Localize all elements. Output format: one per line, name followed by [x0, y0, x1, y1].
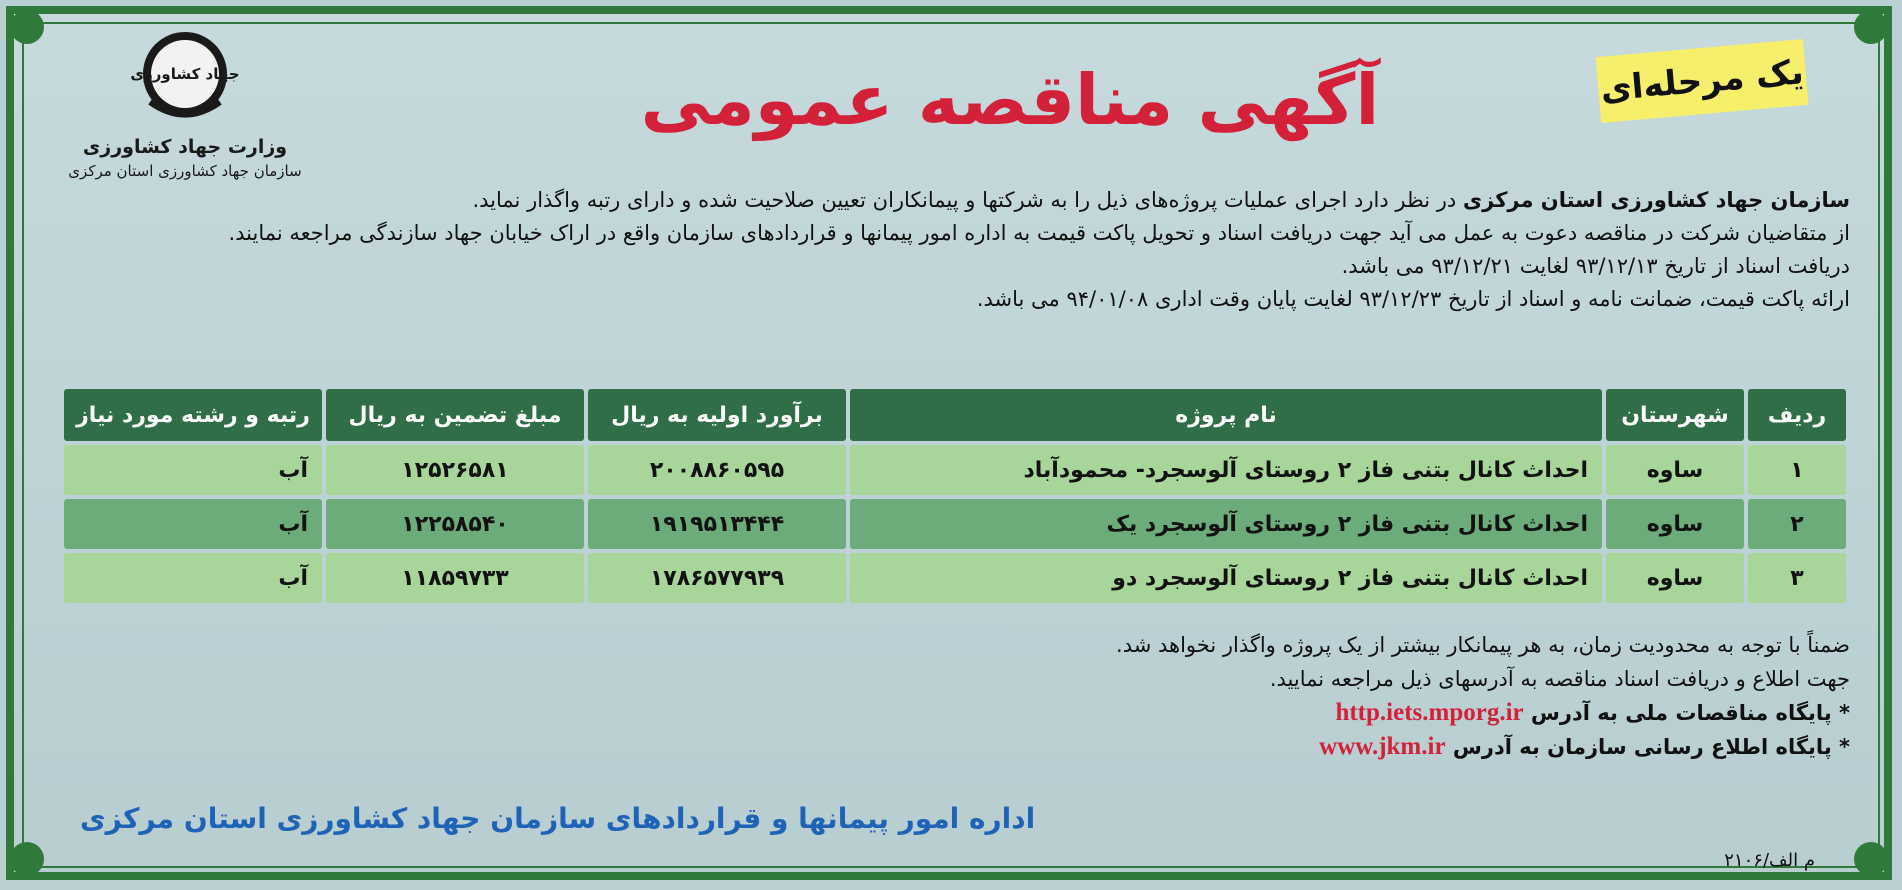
paragraph-document-dates: دریافت اسناد از تاریخ ۹۳/۱۲/۱۳ لغایت ۹۳/۱۲/۲۱ می باشد.: [1341, 254, 1850, 278]
cell-estimate: ۱۷۸۶۵۷۷۹۳۹: [588, 553, 846, 603]
cell-grade: آب: [64, 553, 322, 603]
ministry-logo-icon: [130, 22, 240, 132]
note-addresses: جهت اطلاع و دریافت اسناد مناقصه به آدرسهای ذیل مراجعه نمایید.: [1269, 667, 1850, 691]
notice-title: آگهی مناقصه عمومی: [640, 59, 1380, 141]
cell-city: ساوه: [1606, 499, 1744, 549]
table-row: [64, 445, 1846, 495]
paragraph-intro: [60, 184, 1850, 217]
site-label: * پایگاه اطلاع رسانی سازمان به آدرس: [1445, 735, 1850, 759]
header-project: نام پروژه: [850, 389, 1602, 441]
header-row-number: ردیف: [1748, 389, 1846, 441]
footer-code: م الف/۲۱۰۶: [1724, 850, 1815, 871]
paragraph-invitation: از متقاضیان شرکت در مناقصه دعوت به عمل می آید جهت دریافت اسناد و تحویل پاکت قیمت به اداره امور پیمانها و قراردادهای سازمان واقع در اراک خیابان جهاد سازندگی مراجعه نمایند.: [228, 221, 1850, 245]
intro-text: در نظر دارد اجرای عملیات پروژه‌های ذیل را به شرکتها و پیمانکاران تعیین صلاحیت شده و دارای رتبه واگذار نماید.: [472, 188, 1463, 212]
site-line-organization: [60, 730, 1850, 764]
cell-city: ساوه: [1606, 553, 1744, 603]
header-bond: مبلغ تضمین به ریال: [326, 389, 584, 441]
header-grade: رتبه و رشته مورد نیاز: [64, 389, 322, 441]
cell-estimate: ۱۹۱۹۵۱۳۴۴۴: [588, 499, 846, 549]
notice-notes: [60, 628, 1850, 764]
cell-grade: آب: [64, 499, 322, 549]
cell-row-number: ۲: [1748, 499, 1846, 549]
site-label: * پایگاه مناقصات ملی به آدرس: [1523, 701, 1850, 725]
paragraph-submission-dates: ارائه پاکت قیمت، ضمانت نامه و اسناد از تاریخ ۹۳/۱۲/۲۳ لغایت پایان وقت اداری ۹۴/۰۱/۰۸ می باشد.: [976, 287, 1850, 311]
header-estimate: برآورد اولیه به ریال: [588, 389, 846, 441]
cell-project: احداث کانال بتنی فاز ۲ روستای آلوسجرد یک: [850, 499, 1602, 549]
cell-estimate: ۲۰۰۸۸۶۰۵۹۵: [588, 445, 846, 495]
cell-city: ساوه: [1606, 445, 1744, 495]
table-row: [64, 499, 1846, 549]
cell-project: احداث کانال بتنی فاز ۲ روستای آلوسجرد- محمودآباد: [850, 445, 1602, 495]
intro-organization: سازمان جهاد کشاورزی استان مرکزی: [1462, 188, 1850, 212]
logo-text: جهاد کشاورزی: [130, 65, 240, 83]
header-city: شهرستان: [1606, 389, 1744, 441]
organization-site-link[interactable]: www.jkm.ir: [1319, 733, 1446, 760]
single-stage-badge: یک مرحله‌ای: [1596, 39, 1809, 123]
cell-bond: ۱۱۸۵۹۷۳۳: [326, 553, 584, 603]
table-row: [64, 553, 1846, 603]
notice-body: [60, 184, 1850, 316]
cell-row-number: ۳: [1748, 553, 1846, 603]
national-tender-link[interactable]: http.iets.mporg.ir: [1335, 699, 1524, 726]
site-line-national: [60, 696, 1850, 730]
cell-project: احداث کانال بتنی فاز ۲ روستای آلوسجرد دو: [850, 553, 1602, 603]
cell-bond: ۱۲۵۲۶۵۸۱: [326, 445, 584, 495]
cell-grade: آب: [64, 445, 322, 495]
table-header-row: [64, 389, 1846, 441]
cell-bond: ۱۲۲۵۸۵۴۰: [326, 499, 584, 549]
footer-office: اداره امور پیمانها و قراردادهای سازمان جهاد کشاورزی استان مرکزی: [80, 802, 1036, 835]
ministry-name: وزارت جهاد کشاورزی: [82, 136, 288, 158]
organization-name: سازمان جهاد کشاورزی استان مرکزی: [68, 162, 302, 180]
note-one-project-limit: ضمناً با توجه به محدودیت زمان، به هر پیمانکار بیشتر از یک پروژه واگذار نخواهد شد.: [1116, 633, 1850, 657]
projects-table: [60, 385, 1850, 607]
cell-row-number: ۱: [1748, 445, 1846, 495]
